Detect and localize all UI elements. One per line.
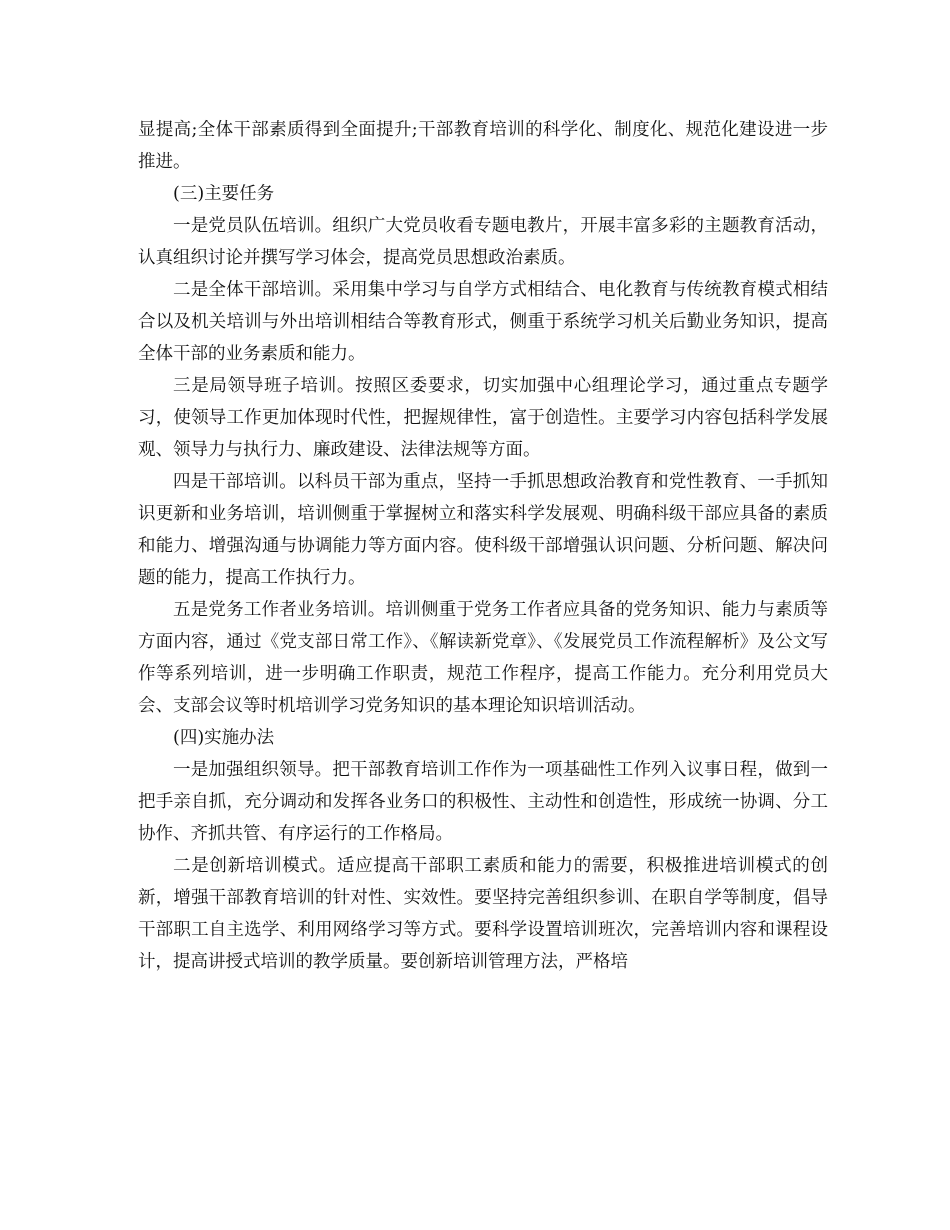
paragraph-organization-leadership: 一是加强组织领导。把干部教育培训工作作为一项基础性工作列入议事日程，做到一把手亲自抓，充分调动和发挥各业务口的积极性、主动性和创造性，形成统一协调、分工协作、齐抓共管、有序运行的工作格局。: [138, 760, 828, 844]
paragraph-cadre-training: 四是干部培训。以科员干部为重点，坚持一手抓思想政治教育和党性教育、一手抓知识更新和业务培训，培训侧重于掌握树立和落实科学发展观、明确科级干部应具备的素质和能力、增强沟通与协调能力等方面内容。使科级干部增强认识问题、分析问题、解决问题的能力，提高工作执行力。: [138, 472, 828, 588]
paragraph-party-affairs-training: 五是党务工作者业务培训。培训侧重于党务工作者应具备的党务知识、能力与素质等方面内容，通过《党支部日常工作》、《解读新党章》、《发展党员工作流程解析》及公文写作等系列培训，进一步明确工作职责，规范工作程序，提高工作能力。充分利用党员大会、支部会议等时机培训学习党务知识的基本理论知识培训活动。: [138, 600, 828, 716]
document-body: [138, 114, 828, 978]
paragraph-continuation: 显提高;全体干部素质得到全面提升;干部教育培训的科学化、制度化、规范化建设进一步推进。: [138, 120, 828, 172]
section-heading-main-tasks: (三)主要任务: [173, 184, 275, 204]
paragraph-leadership-training: 三是局领导班子培训。按照区委要求，切实加强中心组理论学习，通过重点专题学习，使领导工作更加体现时代性，把握规律性，富于创造性。主要学习内容包括科学发展观、领导力与执行力、廉政建设、法律法规等方面。: [138, 376, 828, 460]
paragraph-party-member-training: 一是党员队伍培训。组织广大党员收看专题电教片，开展丰富多彩的主题教育活动，认真组织讨论并撰写学习体会，提高党员思想政治素质。: [138, 216, 828, 268]
paragraph-training-mode-innovation: 二是创新培训模式。适应提高干部职工素质和能力的需要，积极推进培训模式的创新，增强干部教育培训的针对性、实效性。要坚持完善组织参训、在职自学等制度，倡导干部职工自主选学、利用网络学习等方式。要科学设置培训班次，完善培训内容和课程设计，提高讲授式培训的教学质量。要创新培训管理方法，严格培: [138, 856, 828, 972]
paragraph-all-cadre-training: 二是全体干部培训。采用集中学习与自学方式相结合、电化教育与传统教育模式相结合以及机关培训与外出培训相结合等教育形式，侧重于系统学习机关后勤业务知识，提高全体干部的业务素质和能力。: [138, 280, 828, 364]
section-heading-implementation: (四)实施办法: [173, 728, 275, 748]
